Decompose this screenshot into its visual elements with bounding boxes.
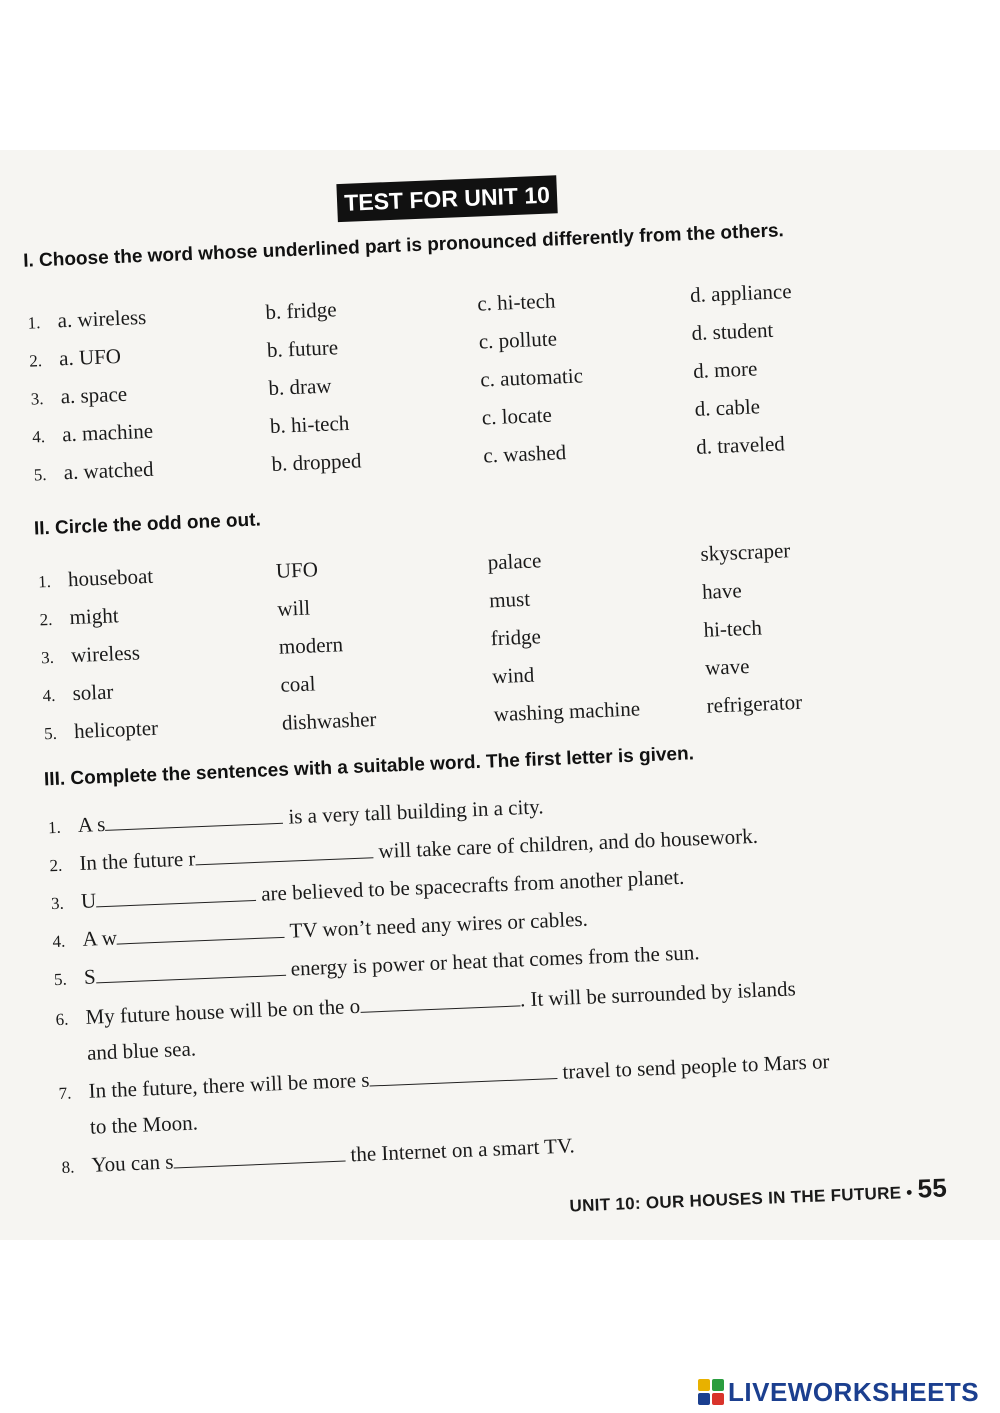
sentence-continuation: to the Moon.	[89, 1110, 199, 1139]
liveworksheets-logo	[698, 1377, 979, 1407]
option-d[interactable]: d. more	[692, 356, 758, 383]
answer-blank[interactable]	[116, 919, 285, 945]
item-number: 2.	[49, 855, 63, 876]
option-c[interactable]: c. washed	[482, 440, 567, 468]
sentence-end: will take care of children, and do housework.	[377, 823, 759, 863]
item-number: 1.	[27, 313, 41, 333]
sentence-end: is a very tall building in a city.	[287, 794, 544, 829]
word-a[interactable]: helicopter	[73, 715, 159, 744]
word-b[interactable]: dishwasher	[281, 706, 377, 735]
option-d[interactable]: d. cable	[694, 394, 761, 421]
word-c[interactable]: palace	[487, 548, 542, 575]
option-c[interactable]: c. automatic	[479, 363, 584, 392]
answer-blank[interactable]	[195, 839, 374, 865]
logo-mark-icon	[698, 1379, 724, 1405]
item-number: 1.	[47, 817, 62, 838]
item-number: 5.	[53, 969, 68, 990]
item-number: 2.	[39, 609, 53, 630]
logo-square	[698, 1393, 710, 1405]
sentence-text	[77, 794, 544, 838]
word-b[interactable]: modern	[278, 632, 344, 659]
section-1-heading: I. Choose the word whose underlined part is pronounced differently from the others.	[22, 220, 785, 272]
option-a[interactable]: a. space	[60, 381, 128, 409]
sentence-end: are believed to be spacecrafts from another planet.	[260, 864, 685, 906]
item-number: 3.	[30, 389, 44, 409]
logo-square	[698, 1379, 710, 1391]
answer-blank[interactable]	[173, 1143, 346, 1169]
logo-text: LIVEWORKSHEETS	[728, 1376, 980, 1407]
option-d[interactable]: d. student	[691, 317, 774, 345]
word-a[interactable]: solar	[72, 679, 114, 706]
item-number: 4.	[31, 427, 46, 447]
sentence-text	[88, 1049, 830, 1104]
word-b[interactable]: UFO	[275, 557, 319, 583]
answer-blank[interactable]	[96, 882, 257, 907]
option-b[interactable]: b. future	[266, 335, 339, 363]
option-a[interactable]: a. wireless	[57, 304, 147, 333]
sentence-continuation: and blue sea.	[86, 1036, 197, 1065]
word-a[interactable]: wireless	[70, 640, 141, 668]
item-number: 5.	[43, 723, 58, 744]
sentence-start: You can s	[91, 1149, 174, 1177]
option-c[interactable]: c. hi-tech	[476, 288, 556, 316]
option-d[interactable]: d. appliance	[689, 278, 792, 308]
word-b[interactable]: coal	[279, 671, 316, 697]
sentence-start: S	[83, 964, 97, 989]
word-d[interactable]: skyscraper	[700, 538, 791, 566]
word-c[interactable]: wind	[491, 662, 535, 689]
word-d[interactable]: hi-tech	[703, 615, 763, 642]
answer-blank[interactable]	[360, 987, 521, 1012]
sentence-start: U	[80, 888, 97, 913]
option-a[interactable]: a. watched	[63, 456, 154, 485]
word-a[interactable]: houseboat	[67, 563, 154, 592]
sentence-end: TV won’t need any wires or cables.	[289, 906, 589, 943]
word-d[interactable]: wave	[704, 653, 750, 680]
sentence-text	[82, 907, 588, 952]
word-d[interactable]: refrigerator	[706, 689, 803, 718]
word-a[interactable]: might	[69, 603, 119, 630]
option-a[interactable]: a. machine	[61, 418, 154, 447]
answer-blank[interactable]	[95, 957, 286, 984]
sentence-text	[91, 1133, 575, 1177]
item-number: 4.	[42, 685, 56, 706]
sentence-start: In the future r	[78, 846, 196, 875]
option-c[interactable]: c. pollute	[478, 326, 558, 354]
item-number: 1.	[37, 571, 52, 592]
option-a[interactable]: a. UFO	[58, 343, 122, 371]
item-number: 4.	[52, 931, 66, 952]
option-d[interactable]: d. traveled	[695, 431, 786, 459]
option-b[interactable]: b. hi-tech	[269, 410, 350, 438]
item-number: 6.	[55, 1009, 69, 1030]
option-b[interactable]: b. fridge	[264, 297, 338, 325]
item-number: 3.	[40, 647, 55, 668]
answer-blank[interactable]	[369, 1060, 558, 1087]
item-number: 2.	[28, 351, 43, 371]
word-b[interactable]: will	[276, 595, 311, 621]
sentence-start: My future house will be on the o	[85, 993, 361, 1029]
test-title: TEST FOR UNIT 10	[336, 175, 557, 222]
item-number: 8.	[61, 1157, 75, 1177]
sentence-start: A s	[77, 811, 106, 838]
sentence-end: energy is power or heat that comes from the sun.	[290, 940, 700, 981]
answer-blank[interactable]	[105, 805, 284, 831]
word-d[interactable]: have	[701, 578, 743, 604]
item-number: 7.	[58, 1083, 72, 1104]
sentence-end: . It will be surrounded by islands	[519, 976, 797, 1012]
item-number: 5.	[33, 465, 47, 485]
sentence-end: travel to send people to Mars or	[562, 1049, 830, 1084]
sentence-start: A w	[81, 925, 118, 951]
sentence-start: In the future, there will be more s	[88, 1067, 370, 1103]
sentence-end: the Internet on a smart TV.	[349, 1133, 576, 1167]
item-number: 3.	[50, 893, 65, 914]
logo-square	[712, 1393, 724, 1405]
word-c[interactable]: must	[488, 586, 531, 613]
option-c[interactable]: c. locate	[481, 402, 553, 430]
option-b[interactable]: b. draw	[268, 373, 332, 401]
word-c[interactable]: washing machine	[493, 696, 641, 727]
page-number: 55	[916, 1172, 948, 1204]
option-b[interactable]: b. dropped	[271, 448, 362, 476]
footer-unit-title: UNIT 10: OUR HOUSES IN THE FUTURE •	[569, 1182, 913, 1216]
page-footer	[569, 1172, 948, 1218]
section-2-heading: II. Circle the odd one out.	[33, 509, 262, 540]
logo-square	[712, 1379, 724, 1391]
word-c[interactable]: fridge	[490, 624, 542, 651]
section-3-heading: III. Complete the sentences with a suitable word. The first letter is given.	[43, 743, 695, 791]
